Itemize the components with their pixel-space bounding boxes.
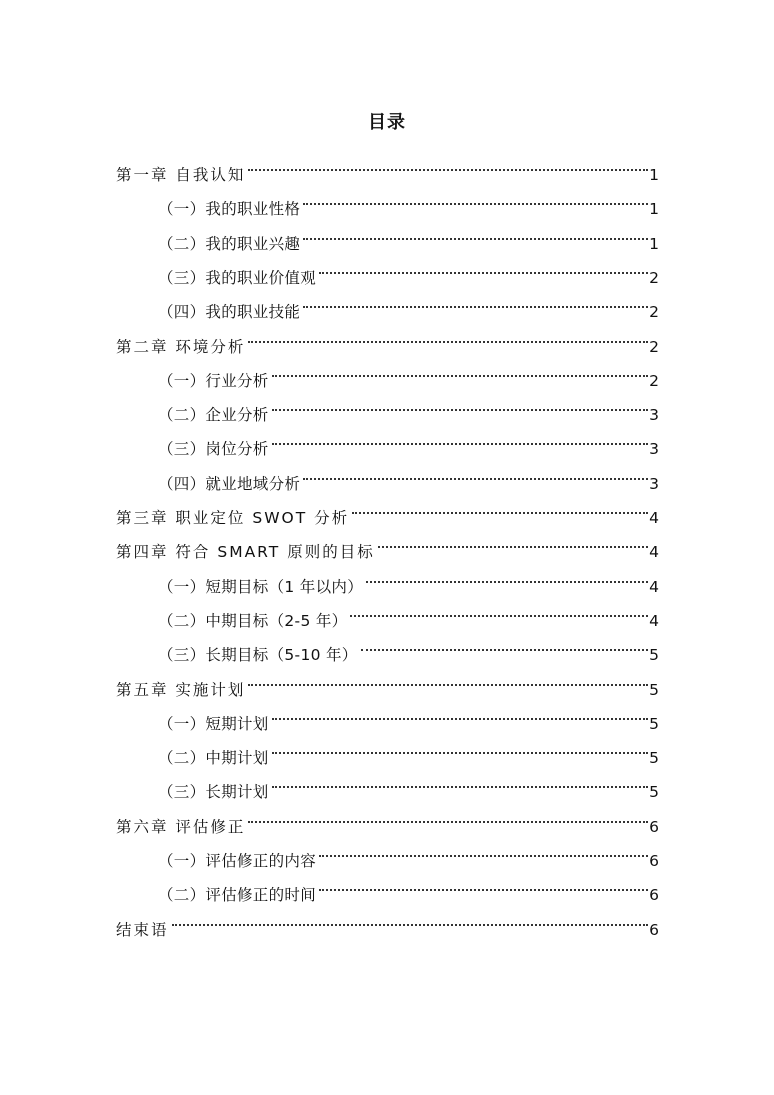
toc-entry-label: （一）我的职业性格: [158, 200, 301, 219]
toc-entry-label: （二）评估修正的时间: [158, 886, 317, 905]
toc-entry[interactable]: [158, 596, 659, 630]
toc-entry-label: 第五章 实施计划: [116, 680, 246, 699]
toc-entry-page-number: 1: [649, 234, 659, 253]
toc-entry-page-number: 6: [649, 920, 659, 939]
toc-entry-label: （一）短期目标（1 年以内）: [158, 577, 363, 596]
toc-entry-label: 第四章 符合 SMART 原则的目标: [116, 543, 375, 562]
toc-leader-dots: [172, 905, 649, 935]
toc-entry-page-number: 5: [649, 783, 659, 802]
toc-leader-dots: [272, 733, 649, 763]
toc-entry-page-number: 1: [649, 166, 659, 184]
toc-entry-label: （四）就业地域分析: [158, 474, 301, 493]
toc-entry[interactable]: [158, 390, 659, 425]
toc-entry-page-number: 5: [649, 680, 659, 699]
toc-entry-page-number: 4: [649, 611, 659, 630]
toc-entry-page-number: 4: [649, 577, 659, 596]
toc-entry[interactable]: [158, 870, 659, 905]
toc-entry-page-number: 2: [649, 303, 659, 322]
toc-entry-page-number: 4: [649, 509, 659, 527]
toc-entry-page-number: 3: [649, 474, 659, 493]
toc-entry-page-number: 5: [649, 714, 659, 733]
toc-leader-dots: [272, 767, 649, 797]
toc-entry-page-number: 2: [649, 371, 659, 390]
toc-entry[interactable]: [158, 562, 659, 596]
toc-leader-dots: [248, 665, 648, 695]
toc-entry[interactable]: [158, 767, 659, 802]
toc-entry[interactable]: [116, 665, 659, 699]
toc-entry-page-number: 2: [649, 337, 659, 356]
toc-entry[interactable]: [116, 527, 659, 562]
toc-entry[interactable]: [158, 424, 659, 459]
toc-leader-dots: [350, 596, 648, 626]
toc-entry-label: （二）企业分析: [158, 406, 269, 425]
toc-entry-page-number: 5: [649, 749, 659, 768]
toc-leader-dots: [248, 802, 648, 832]
toc-entry-page-number: 2: [649, 268, 659, 287]
toc-entry-page-number: 3: [649, 406, 659, 425]
toc-entry[interactable]: [116, 150, 659, 184]
toc-entry-label: （一）行业分析: [158, 371, 269, 390]
toc-leader-dots: [248, 150, 648, 180]
toc-entry-label: （二）中期目标（2-5 年）: [158, 611, 348, 630]
toc-entry[interactable]: [158, 630, 659, 665]
toc-leader-dots: [272, 390, 649, 420]
toc-leader-dots: [272, 699, 649, 729]
toc-entry-page-number: 6: [649, 817, 659, 836]
toc-entry[interactable]: [158, 699, 659, 733]
toc-entry-page-number: 6: [649, 886, 659, 905]
toc-leader-dots: [366, 562, 648, 592]
toc-leader-dots: [319, 836, 648, 866]
toc-leader-dots: [361, 630, 649, 660]
toc-entry[interactable]: [116, 322, 659, 356]
toc-leader-dots: [303, 219, 648, 249]
toc-leader-dots: [303, 459, 648, 489]
toc-entry-label: （二）我的职业兴趣: [158, 234, 301, 253]
toc-leader-dots: [272, 424, 649, 454]
toc-leader-dots: [319, 253, 648, 283]
toc-entry-page-number: 6: [649, 852, 659, 870]
toc-leader-dots: [303, 184, 648, 214]
toc-entry[interactable]: [158, 287, 659, 322]
toc-entry[interactable]: [116, 905, 659, 939]
toc-entry[interactable]: [116, 802, 659, 836]
toc-entry[interactable]: [158, 253, 659, 287]
toc-entry-label: （三）岗位分析: [158, 440, 269, 459]
toc-entry-label: （四）我的职业技能: [158, 303, 301, 322]
toc-entry-page-number: 4: [649, 543, 659, 562]
toc-entry[interactable]: [116, 493, 659, 527]
toc-entry-label: （三）长期计划: [158, 783, 269, 802]
toc-entry-label: 第六章 评估修正: [116, 817, 246, 836]
toc-entry-page-number: 5: [649, 646, 659, 665]
toc-entry[interactable]: [158, 356, 659, 390]
toc-entry-label: 第三章 职业定位 SWOT 分析: [116, 509, 350, 527]
toc-entry-label: 结束语: [116, 920, 169, 939]
toc-entry[interactable]: [158, 219, 659, 253]
toc-entry-page-number: 3: [649, 440, 659, 459]
toc-entry-label: （三）我的职业价值观: [158, 268, 317, 287]
toc-entry-label: 第一章 自我认知: [116, 166, 246, 184]
toc-leader-dots: [319, 870, 648, 900]
toc-leader-dots: [378, 527, 648, 557]
toc-entry[interactable]: [158, 184, 659, 219]
toc-entry-label: （一）评估修正的内容: [158, 852, 317, 870]
toc-entry[interactable]: [158, 733, 659, 768]
toc-entry[interactable]: [158, 459, 659, 493]
toc-entry[interactable]: [158, 836, 659, 870]
toc-leader-dots: [272, 356, 649, 386]
toc-entry-page-number: 1: [649, 200, 659, 219]
toc-entry-label: 第二章 环境分析: [116, 337, 246, 356]
toc-entry-label: （一）短期计划: [158, 714, 269, 733]
toc-leader-dots: [248, 322, 648, 352]
toc-leader-dots: [352, 493, 648, 523]
toc-leader-dots: [303, 287, 648, 317]
toc-entry-label: （三）长期目标（5-10 年）: [158, 646, 358, 665]
toc-title: 目录: [368, 112, 406, 133]
toc-entry-label: （二）中期计划: [158, 749, 269, 768]
